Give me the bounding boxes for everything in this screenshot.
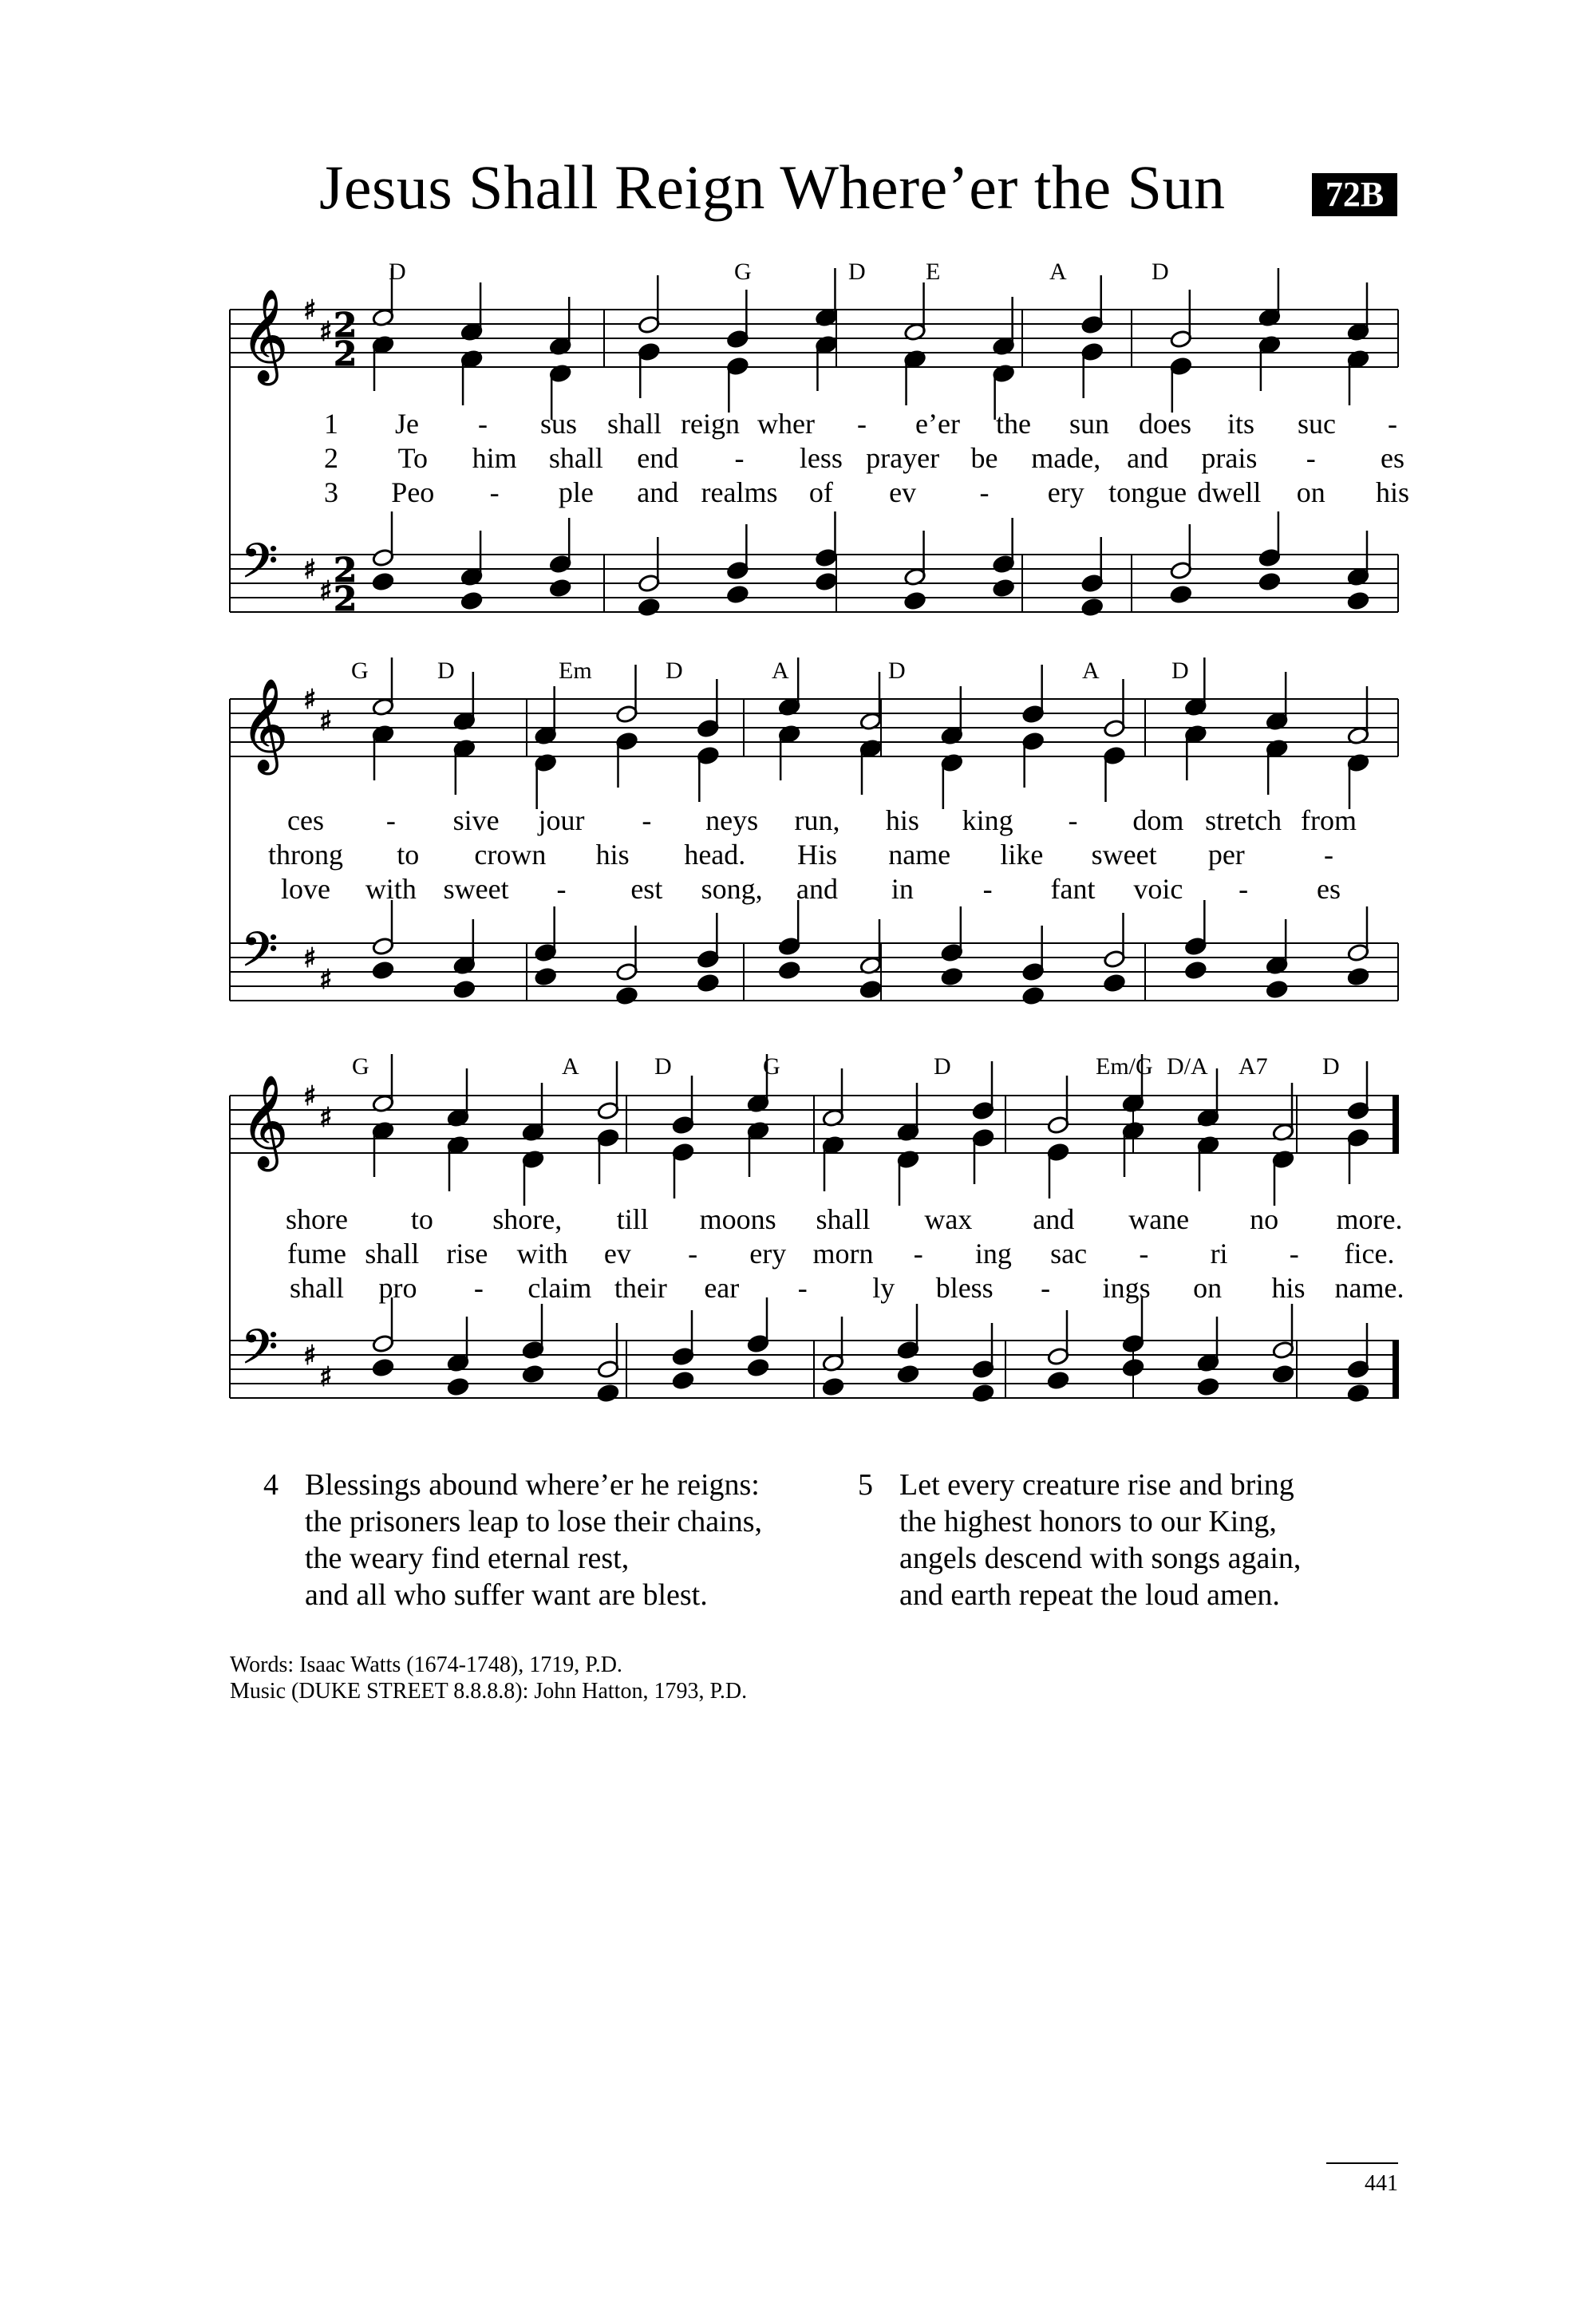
time-signature: 2 xyxy=(334,334,358,373)
time-signature: 2 xyxy=(334,306,358,345)
sharp-icon: ♯ xyxy=(303,1340,317,1372)
lyric-syllable: his xyxy=(1375,476,1410,508)
lyric-syllable: ly xyxy=(872,1272,895,1304)
lyric-syllable: shall xyxy=(548,442,603,474)
stanza-line: the highest honors to our King, xyxy=(899,1505,1277,1538)
final-barline xyxy=(1393,1341,1398,1398)
lyric-syllable: jour xyxy=(538,804,585,836)
lyric-syllable: from xyxy=(1301,804,1357,836)
lyric-syllable: - xyxy=(913,1238,923,1270)
lyric-syllable: sweet xyxy=(1091,839,1157,871)
lyric-syllable: - xyxy=(1388,408,1397,440)
note-head xyxy=(1258,572,1281,591)
sharp-icon: ♯ xyxy=(303,554,317,586)
chord-symbol: D xyxy=(1322,1053,1340,1080)
chord-symbol: E xyxy=(926,259,941,285)
chord-symbol: D xyxy=(654,1053,672,1080)
note-head xyxy=(1272,1364,1294,1384)
lyric-syllable: to xyxy=(410,1203,433,1235)
note-head xyxy=(615,986,638,1005)
lyric-syllable: - xyxy=(478,408,488,440)
sharp-icon: ♯ xyxy=(319,575,333,607)
lyric-syllable: on xyxy=(1296,476,1325,508)
lyric-syllable: king xyxy=(962,804,1013,836)
note-head xyxy=(372,1358,394,1377)
lyric-syllable: morn xyxy=(812,1238,874,1270)
lyric-syllable: Je xyxy=(395,408,419,440)
lyric-syllable: claim xyxy=(527,1272,592,1304)
lyric-syllable: ery xyxy=(749,1238,787,1270)
lyric-syllable: - xyxy=(1041,1272,1051,1304)
sharp-icon: ♯ xyxy=(303,294,317,326)
music-credit: Music (DUKE STREET 8.8.8.8): John Hatton, 1793, P.D. xyxy=(230,1679,748,1704)
chord-symbol: G xyxy=(734,259,752,285)
lyric-syllable: neys xyxy=(705,804,759,836)
chord-symbol: A xyxy=(562,1053,579,1080)
lyric-syllable: e’er xyxy=(915,408,960,440)
time-signature: 2 xyxy=(334,551,358,590)
lyric-syllable: 3 xyxy=(324,476,338,508)
lyric-syllable: - xyxy=(489,476,500,508)
note-head xyxy=(1170,585,1192,604)
lyric-syllable: sweet xyxy=(443,873,509,905)
lyric-syllable: shall xyxy=(607,408,662,440)
chord-symbol: G xyxy=(351,657,369,684)
note-head xyxy=(522,1364,544,1384)
stanza-line: the prisoners leap to lose their chains, xyxy=(305,1505,763,1538)
note-head xyxy=(372,961,394,980)
note-head xyxy=(822,1377,844,1396)
chord-symbol: D xyxy=(1152,259,1169,285)
lyric-syllable: - xyxy=(857,408,867,440)
page-number-rule xyxy=(1326,2162,1398,2164)
lyric-syllable: and xyxy=(637,476,679,508)
note-head xyxy=(672,1371,694,1390)
lyric-syllable: of xyxy=(808,476,833,508)
chord-symbol: D xyxy=(848,259,866,285)
lyric-syllable: prais xyxy=(1201,442,1258,474)
stanza-line: Let every creature rise and bring xyxy=(899,1468,1294,1502)
lyric-syllable: wher xyxy=(757,408,815,440)
lyric-syllable: voic xyxy=(1133,873,1183,905)
note-head xyxy=(859,980,882,999)
chord-symbol: G xyxy=(763,1053,780,1080)
stanza-line: Blessings abound where’er he reigns: xyxy=(305,1468,760,1502)
chord-symbol: G xyxy=(352,1053,369,1080)
hymn-title: Jesus Shall Reign Where’er the Sun xyxy=(319,152,1226,222)
lyric-syllable: - xyxy=(1306,442,1316,474)
lyric-syllable: - xyxy=(1238,873,1249,905)
lyric-syllable: head. xyxy=(684,839,746,871)
treble-clef-icon: 𝄞 xyxy=(241,288,289,381)
lyric-syllable: ev xyxy=(889,476,917,508)
lyric-syllable: - xyxy=(473,1272,484,1304)
lyric-syllable: more. xyxy=(1336,1203,1403,1235)
lyric-syllable: fume xyxy=(287,1238,346,1270)
lyric-syllable: ri xyxy=(1210,1238,1228,1270)
lyric-syllable: dwell xyxy=(1197,476,1262,508)
lyric-syllable: his xyxy=(885,804,919,836)
treble-clef-icon: 𝄞 xyxy=(241,677,289,771)
lyric-syllable: moons xyxy=(699,1203,776,1235)
lyric-syllable: sus xyxy=(539,408,578,440)
lyric-syllable: song, xyxy=(701,873,763,905)
stanza-line: the weary find eternal rest, xyxy=(305,1542,630,1575)
final-barline xyxy=(1393,1096,1398,1153)
lyric-syllable: pro xyxy=(378,1272,417,1304)
note-head xyxy=(1347,591,1369,610)
lyric-syllable: To xyxy=(397,442,429,474)
lyric-syllable: end xyxy=(637,442,679,474)
lyric-syllable: prayer xyxy=(866,442,940,474)
note-head xyxy=(447,1377,469,1396)
lyric-syllable: shore xyxy=(286,1203,348,1235)
sharp-icon: ♯ xyxy=(319,705,333,737)
lyric-syllable: fice. xyxy=(1344,1238,1395,1270)
lyric-syllable: - xyxy=(1068,804,1078,836)
lyric-syllable: ery xyxy=(1047,476,1084,508)
note-head xyxy=(992,578,1014,598)
lyric-syllable: shall xyxy=(816,1203,871,1235)
treble-clef-icon: 𝄞 xyxy=(241,1074,289,1167)
note-head xyxy=(903,591,926,610)
lyric-syllable: be xyxy=(970,442,998,474)
note-head xyxy=(1347,1384,1369,1403)
lyric-syllable: - xyxy=(979,476,990,508)
sharp-icon: ♯ xyxy=(319,1102,333,1134)
chord-symbol: D xyxy=(888,657,906,684)
lyric-syllable: tongue xyxy=(1108,476,1187,508)
lyric-syllable: sac xyxy=(1050,1238,1088,1270)
lyric-syllable: His xyxy=(796,839,838,871)
note-head xyxy=(534,967,556,986)
lyric-syllable: shall xyxy=(290,1272,344,1304)
lyric-syllable: rise xyxy=(446,1238,488,1270)
lyric-syllable: - xyxy=(642,804,652,836)
note-head xyxy=(778,961,800,980)
lyric-syllable: es xyxy=(1381,442,1404,474)
lyric-syllable: stretch xyxy=(1205,804,1282,836)
lyric-syllable: to xyxy=(397,839,420,871)
lyric-syllable: ev xyxy=(603,1238,631,1270)
lyric-syllable: - xyxy=(556,873,567,905)
chord-symbol: D xyxy=(666,657,683,684)
lyric-syllable: name. xyxy=(1334,1272,1404,1304)
lyric-syllable: no xyxy=(1250,1203,1279,1235)
lyric-syllable: 1 xyxy=(324,408,338,440)
note-head xyxy=(697,973,719,993)
note-head xyxy=(1103,973,1125,993)
lyric-syllable: with xyxy=(516,1238,568,1270)
lyric-syllable: fant xyxy=(1050,873,1096,905)
lyric-syllable: per xyxy=(1207,839,1245,871)
lyric-syllable: shall xyxy=(365,1238,420,1270)
lyric-syllable: less xyxy=(799,442,843,474)
lyric-syllable: realms xyxy=(701,476,778,508)
note-head xyxy=(1047,1371,1069,1390)
note-head xyxy=(1197,1377,1219,1396)
chord-symbol: D/A xyxy=(1167,1053,1208,1080)
note-head xyxy=(726,585,749,604)
words-credit: Words: Isaac Watts (1674-1748), 1719, P.D. xyxy=(230,1653,622,1677)
chord-symbol: A xyxy=(772,657,789,684)
note-head xyxy=(460,591,483,610)
lyric-syllable: throng xyxy=(268,839,343,871)
lyric-syllable: and xyxy=(1127,442,1169,474)
sharp-icon: ♯ xyxy=(319,316,333,348)
bass-clef-icon: 𝄢 xyxy=(241,533,279,600)
chord-symbol: D xyxy=(934,1053,951,1080)
lyric-syllable: its xyxy=(1227,408,1255,440)
note-head xyxy=(453,980,476,999)
lyric-syllable: - xyxy=(1324,839,1333,871)
lyric-syllable: reign xyxy=(681,408,740,440)
lyric-syllable: est xyxy=(630,873,663,905)
note-head xyxy=(1184,961,1207,980)
chord-symbol: A7 xyxy=(1238,1053,1268,1080)
lyric-syllable: crown xyxy=(474,839,547,871)
lyric-syllable: bless xyxy=(935,1272,994,1304)
lyric-syllable: name xyxy=(888,839,951,871)
lyric-syllable: ces xyxy=(287,804,324,836)
lyric-syllable: 2 xyxy=(324,442,338,474)
chord-symbol: Em xyxy=(559,657,592,684)
bass-clef-icon: 𝄢 xyxy=(241,922,279,989)
lyric-syllable: shore, xyxy=(492,1203,563,1235)
lyric-syllable: ings xyxy=(1102,1272,1151,1304)
lyric-syllable: does xyxy=(1139,408,1191,440)
note-head xyxy=(941,967,963,986)
sharp-icon: ♯ xyxy=(303,942,317,974)
note-head xyxy=(972,1384,994,1403)
sharp-icon: ♯ xyxy=(303,684,317,716)
note-head xyxy=(638,598,660,617)
lyric-syllable: - xyxy=(1139,1238,1149,1270)
note-head xyxy=(597,1384,619,1403)
lyric-syllable: him xyxy=(472,442,517,474)
stanza-line: angels descend with songs again, xyxy=(899,1542,1302,1575)
note-head xyxy=(1347,967,1369,986)
lyric-syllable: love xyxy=(281,873,330,905)
credits xyxy=(230,1652,747,1704)
lyric-syllable: dom xyxy=(1132,804,1184,836)
lyric-syllable: - xyxy=(385,804,396,836)
lyric-syllable: in xyxy=(891,873,914,905)
lyric-syllable: and xyxy=(1033,1203,1075,1235)
lyric-syllable: es xyxy=(1317,873,1341,905)
lyric-syllable: - xyxy=(797,1272,808,1304)
lyric-syllable: his xyxy=(1271,1272,1306,1304)
sharp-icon: ♯ xyxy=(303,1080,317,1112)
note-head xyxy=(372,572,394,591)
lyric-syllable: suc xyxy=(1298,408,1336,440)
stanza-number: 5 xyxy=(858,1468,873,1502)
sharp-icon: ♯ xyxy=(319,1361,333,1393)
note-head xyxy=(747,1358,769,1377)
lyric-syllable: the xyxy=(996,408,1031,440)
lyric-syllable: - xyxy=(982,873,993,905)
lyric-syllable: their xyxy=(614,1272,667,1304)
bass-clef-icon: 𝄢 xyxy=(241,1319,279,1386)
lyric-syllable: ear xyxy=(704,1272,740,1304)
chord-symbol: A xyxy=(1082,657,1100,684)
lyric-syllable: wax xyxy=(924,1203,973,1235)
lyric-syllable: - xyxy=(688,1238,698,1270)
note-head xyxy=(1266,980,1288,999)
lyric-syllable: wane xyxy=(1128,1203,1190,1235)
note-head xyxy=(549,578,571,598)
chord-symbol: D xyxy=(1171,657,1189,684)
chord-symbol: Em/G xyxy=(1096,1053,1153,1080)
stanza-line: and all who suffer want are blest. xyxy=(305,1578,708,1612)
time-signature: 2 xyxy=(334,579,358,618)
stanza-number: 4 xyxy=(263,1468,279,1502)
sharp-icon: ♯ xyxy=(319,964,333,996)
lyric-syllable: till xyxy=(616,1203,649,1235)
lyric-syllable: sive xyxy=(452,804,500,836)
note-head xyxy=(1081,598,1104,617)
lyric-syllable: sun xyxy=(1069,408,1110,440)
stanza-line: and earth repeat the loud amen. xyxy=(899,1578,1280,1612)
lyric-syllable: with xyxy=(365,873,417,905)
note-head xyxy=(815,572,837,591)
chord-symbol: D xyxy=(437,657,455,684)
hymn-number-badge: 72B xyxy=(1312,173,1397,216)
lyric-syllable: ple xyxy=(558,476,594,508)
lyric-syllable: ing xyxy=(974,1238,1012,1270)
chord-symbol: A xyxy=(1049,259,1067,285)
lyric-syllable: Peo xyxy=(391,476,435,508)
lyric-syllable: made, xyxy=(1031,442,1101,474)
chord-symbol: D xyxy=(389,259,406,285)
lyric-syllable: like xyxy=(1000,839,1044,871)
note-head xyxy=(1122,1358,1144,1377)
page-number: 441 xyxy=(1365,2171,1398,2196)
lyric-syllable: run, xyxy=(794,804,840,836)
note-head xyxy=(1021,986,1044,1005)
lyric-syllable: - xyxy=(734,442,745,474)
lyric-syllable: and xyxy=(796,873,838,905)
note-head xyxy=(897,1364,919,1384)
lyric-syllable: his xyxy=(595,839,630,871)
lyric-syllable: - xyxy=(1289,1238,1299,1270)
lyric-syllable: on xyxy=(1193,1272,1223,1304)
